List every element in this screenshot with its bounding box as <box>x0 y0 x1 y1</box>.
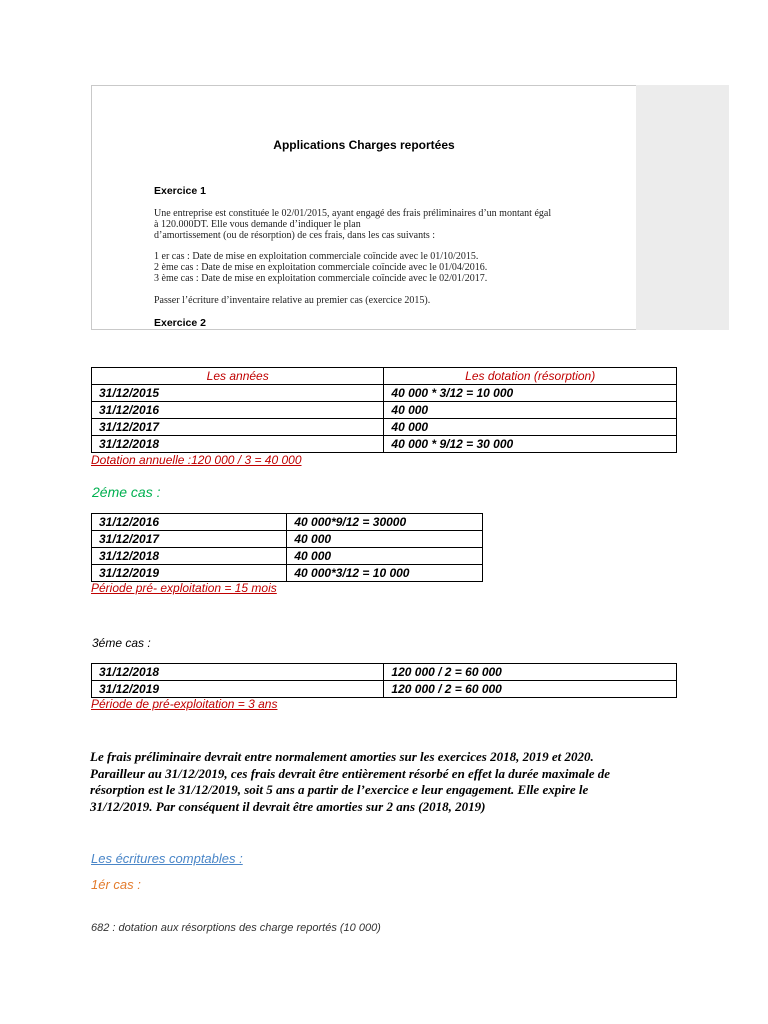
table-row <box>92 436 677 453</box>
header-dotation: Les dotation (résorption) <box>384 368 677 385</box>
table-case1 <box>91 367 677 453</box>
cell-date: 31/12/2019 <box>92 681 384 698</box>
cell-date: 31/12/2017 <box>92 419 384 436</box>
cell-amount: 120 000 / 2 = 60 000 <box>384 681 677 698</box>
annual-dotation-note: Dotation annuelle :120 000 / 3 = 40 000 <box>91 453 302 467</box>
case3-heading: 3éme cas : <box>92 636 151 650</box>
scan-exercise1-line: à 120.000DT. Elle vous demande d’indiquer le plan <box>154 219 361 230</box>
table-row <box>92 664 677 681</box>
cell-amount: 40 000 <box>384 419 677 436</box>
scan-case-line: 3 ème cas : Date de mise en exploitation commerciale coïncide avec le 02/01/2017. <box>154 273 488 284</box>
cell-date: 31/12/2017 <box>92 531 287 548</box>
journal-entry-line: 682 : dotation aux résorptions des charge reportés (10 000) <box>91 922 381 934</box>
table-row <box>92 681 677 698</box>
scan-exercise2-heading: Exercice 2 <box>154 317 206 329</box>
paragraph-line: 31/12/2019. Par conséquent il devrait être amorties sur 2 ans (2018, 2019) <box>90 798 486 814</box>
cell-date: 31/12/2018 <box>92 436 384 453</box>
scanned-exercise-image <box>91 85 636 330</box>
cell-amount: 40 000 <box>287 548 483 565</box>
cell-amount: 40 000 * 3/12 = 10 000 <box>384 385 677 402</box>
scan-side-margin <box>636 85 729 330</box>
paragraph-line: Parailleur au 31/12/2019, ces frais devrait être entièrement résorbé en effet la durée maximale de <box>90 765 611 781</box>
scan-case-line: 1 er cas : Date de mise en exploitation commerciale coïncide avec le 01/10/2015. <box>154 251 479 262</box>
paragraph-line: Le frais préliminaire devrait entre normalement amorties sur les exercices 2018, 2019 et 2020. <box>90 749 594 764</box>
pre-exploitation-years-note: Période de pré-exploitation = 3 ans <box>91 697 278 711</box>
cell-date: 31/12/2016 <box>92 514 287 531</box>
pre-exploitation-note: Période pré- exploitation = 15 mois <box>91 581 277 595</box>
cell-date: 31/12/2016 <box>92 402 384 419</box>
entries-heading: Les écritures comptables : <box>91 851 243 866</box>
table-row <box>92 385 677 402</box>
cell-date: 31/12/2018 <box>92 548 287 565</box>
scan-case-line: 2 ème cas : Date de mise en exploitation commerciale coïncide avec le 01/04/2016. <box>154 262 488 273</box>
header-years: Les années <box>92 368 384 385</box>
cell-date: 31/12/2019 <box>92 565 287 582</box>
case1-heading: 1ér cas : <box>91 877 141 892</box>
scan-exercise1-line: d’amortissement (ou de résorption) de ces frais, dans les cas suivants : <box>154 230 436 241</box>
cell-amount: 40 000 <box>384 402 677 419</box>
scan-instruction: Passer l’écriture d’inventaire relative au premier cas (exercice 2015). <box>154 295 431 306</box>
scan-exercise1-line: Une entreprise est constituée le 02/01/2015, ayant engagé des frais préliminaires d’un montant égal <box>154 208 552 219</box>
table-row <box>92 548 483 565</box>
cell-amount: 40 000 <box>287 531 483 548</box>
table-row <box>92 419 677 436</box>
cell-amount: 40 000*3/12 = 10 000 <box>287 565 483 582</box>
explanation-paragraph <box>90 749 690 815</box>
cell-date: 31/12/2015 <box>92 385 384 402</box>
table-case2 <box>91 513 483 582</box>
cell-amount: 120 000 / 2 = 60 000 <box>384 664 677 681</box>
table-row <box>92 514 483 531</box>
case2-heading: 2éme cas : <box>92 484 161 500</box>
table-case3 <box>91 663 677 698</box>
cell-amount: 40 000 * 9/12 = 30 000 <box>384 436 677 453</box>
table-row <box>92 531 483 548</box>
scan-title: Applications Charges reportées <box>273 138 455 152</box>
paragraph-line: résorption est le 31/12/2019, soit 5 ans a partir de l’exercice e leur engagement. Elle expire le <box>90 782 589 797</box>
table-header-row <box>92 368 677 385</box>
cell-date: 31/12/2018 <box>92 664 384 681</box>
table-row <box>92 565 483 582</box>
cell-amount: 40 000*9/12 = 30000 <box>287 514 483 531</box>
table-row <box>92 402 677 419</box>
scan-exercise1-heading: Exercice 1 <box>154 185 206 197</box>
